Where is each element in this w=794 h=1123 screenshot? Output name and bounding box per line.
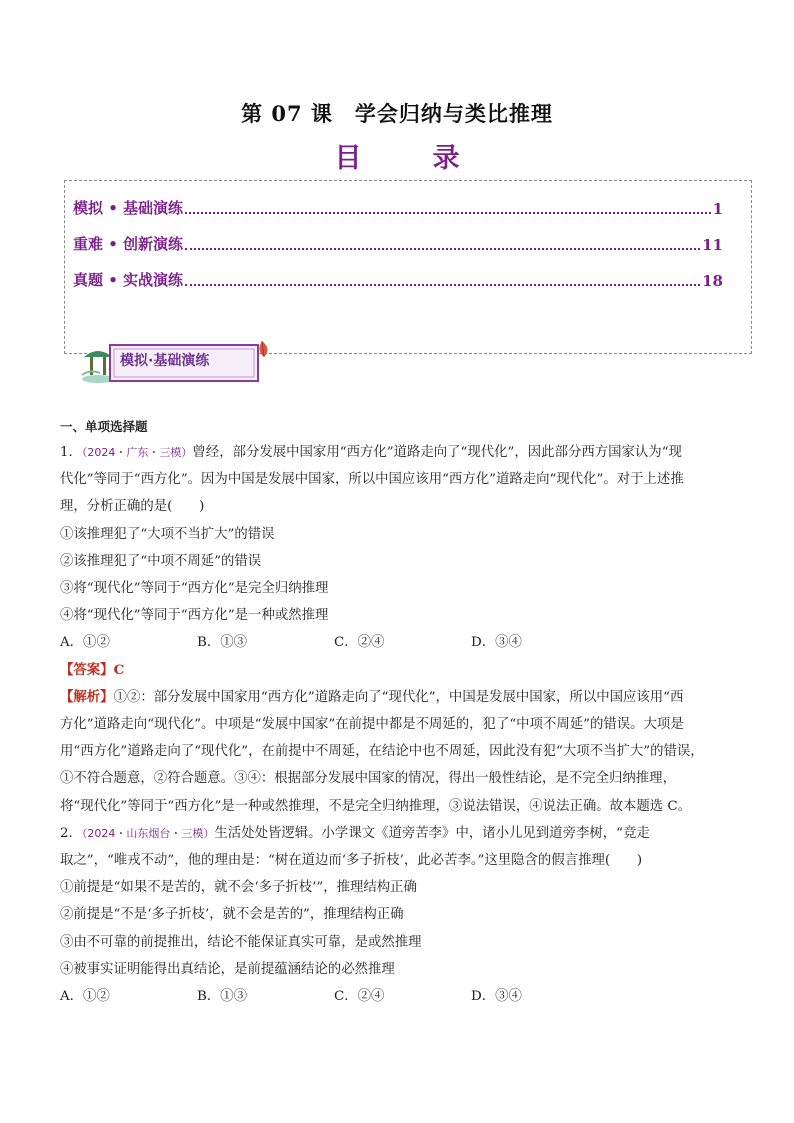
analysis-text: 用“西方化”道路走向了“现代化”，在前提中不周延，在结论中也不周延，因此没有犯“大项不当扩大”的错误， <box>60 744 704 760</box>
answer-line <box>60 657 736 684</box>
section-heading: 一、单项选择题 <box>60 419 148 434</box>
toc-leader-dots <box>185 284 700 286</box>
question-2-stem <box>60 820 736 847</box>
statement-item: ②前提是“不是‘多子折枝’，就不会是苦的”，推理结构正确 <box>60 907 404 923</box>
toc-leader-dots <box>185 248 700 250</box>
statement-item: ①该推理犯了“大项不当扩大”的错误 <box>60 526 275 542</box>
toc-entry-page: 1 <box>712 200 723 218</box>
stem-text: 理，分析正确的是( ) <box>60 499 205 515</box>
option-c[interactable]: C．②④ <box>334 989 385 1005</box>
option-d[interactable]: D．③④ <box>471 989 522 1005</box>
analysis-text: ①②：部分发展中国家用“西方化”道路走向了“现代化”，中国是发展中国家，所以中国应该用“西 <box>113 689 684 705</box>
statement-item: ③由不可靠的前提推出，结论不能保证真实可靠，是或然推理 <box>60 934 422 950</box>
analysis-text: 方化”道路走向“现代化”。中项是“发展中国家”在前提中都是不周延的，犯了“中项不周延”的错误。大项是 <box>60 717 684 733</box>
option-b[interactable]: B．①③ <box>197 635 248 651</box>
answer-options <box>60 629 736 656</box>
page-title: 第 07 课 学会归纳与类比推理 <box>241 101 553 126</box>
table-of-contents <box>64 180 752 354</box>
toc-entry-label: 模拟 • 基础演练 <box>73 199 184 217</box>
analysis-line <box>60 684 736 711</box>
stem-text: 取之”，“唯戎不动”，他的理由是：“树在道边而‘多子折枝’，此必苦李。”这里隐含的假言推理( ) <box>60 853 643 869</box>
analysis-text: 将“现代化”等同于“西方化”是一种或然推理，不是完全归纳推理，③说法错误，④说法正确。故本题选 C。 <box>60 798 692 814</box>
analysis-tag: 【解析】 <box>60 688 114 705</box>
option-c[interactable]: C．②④ <box>334 635 385 651</box>
question-source: （2024・广东・三模） <box>81 446 193 459</box>
toc-heading: 目 录 <box>334 143 482 174</box>
option-d[interactable]: D．③④ <box>471 635 522 651</box>
statement-item: ①前提是“如果不是苦的，就不会‘多子折枝’”，推理结构正确 <box>60 880 417 896</box>
stem-text: 曾经，部分发展中国家用“西方化”道路走向了“现代化”，因此部分西方国家认为“现 <box>192 445 682 460</box>
option-b[interactable]: B．①③ <box>197 989 248 1005</box>
answer-value: C <box>113 661 125 678</box>
option-a[interactable]: A．①② <box>60 635 110 651</box>
analysis-text: ①不符合题意，②符合题意。③④：根据部分发展中国家的情况，得出一般性结论，是不完全归纳推理， <box>60 771 676 787</box>
toc-entry-page: 11 <box>702 236 723 254</box>
toc-entry[interactable] <box>73 269 723 290</box>
toc-entry-label: 重难 • 创新演练 <box>73 235 184 253</box>
toc-entry[interactable] <box>73 233 723 254</box>
statement-item: ④被事实证明能得出真结论，是前提蕴涵结论的必然推理 <box>60 961 395 977</box>
section-banner <box>80 335 262 385</box>
question-number: 2． <box>60 825 82 841</box>
statement-item: ③将“现代化”等同于“西方化”是完全归纳推理 <box>60 581 329 597</box>
toc-entry[interactable] <box>73 197 723 218</box>
answer-options <box>60 983 736 1010</box>
statement-item: ④将“现代化”等同于“西方化”是一种或然推理 <box>60 608 329 624</box>
answer-tag: 【答案】 <box>60 661 114 678</box>
statement-item: ②该推理犯了“中项不周延”的错误 <box>60 553 262 569</box>
option-a[interactable]: A．①② <box>60 989 110 1005</box>
stem-text: 代化”等同于“西方化”。因为中国是发展中国家，所以中国应该用“西方化”道路走向“现代化”。对于上述推 <box>60 472 684 488</box>
leaf-icon <box>259 341 267 357</box>
banner-label: 模拟·基础演练 <box>120 353 210 369</box>
stem-text: 生活处处皆逻辑。小学课文《道旁苦李》中，诸小儿见到道旁李树，“竞走 <box>214 825 650 841</box>
toc-leader-dots <box>185 212 711 214</box>
question-1-stem <box>60 439 736 466</box>
toc-entry-label: 真题 • 实战演练 <box>73 271 184 289</box>
question-number: 1． <box>60 445 82 460</box>
exercise-content <box>60 415 736 1010</box>
question-source: （2024・山东烟台・三模） <box>81 826 215 840</box>
toc-entry-page: 18 <box>702 272 723 290</box>
